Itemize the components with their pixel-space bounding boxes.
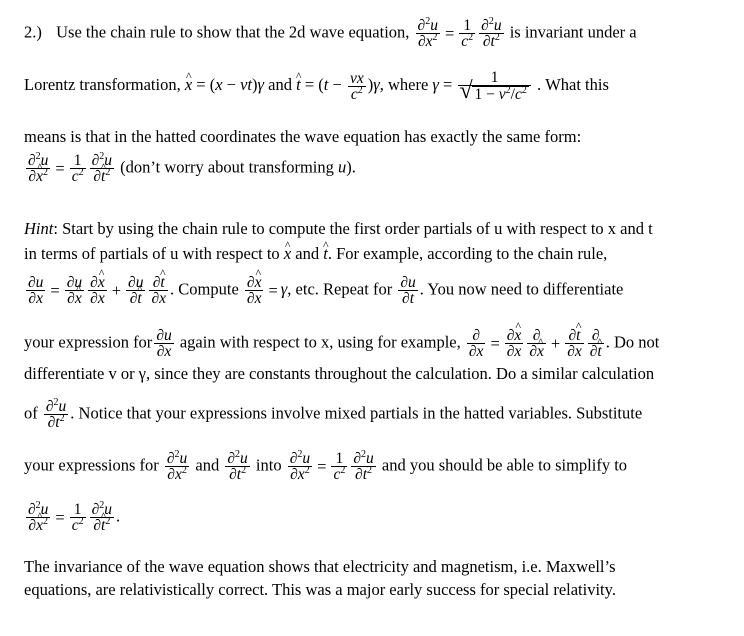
- gamma-fraction: 1 √ $1 - v^2/c^2$: [458, 70, 530, 102]
- problem-line-2: Lorentz transformation, ^ x = (x − vt)γ and ^ t = (t − $\frac{vx}{c^2}$ )γ, where γ = 1 √ $1 - v^2/c^2$ . What this: [24, 70, 609, 102]
- one-over-c2-fraction: $\frac{1}{c^2}$: [71, 501, 84, 534]
- hint-label: Hint: [24, 219, 54, 238]
- compute-text: . Compute: [170, 279, 239, 299]
- conclusion-line-1: The invariance of the wave equation shows that electricity and magnetism, i.e. Maxwell’s: [24, 557, 616, 576]
- etc-repeat-text: , etc. Repeat for: [287, 279, 393, 299]
- d2u-dx2-fraction: $\frac{\partial^2u}{\partial x^2}$: [289, 448, 311, 483]
- hint-line-7: your expressions for $\frac{\partial^2u}{\partial x^2}$ and $\frac{\partial^2u}{\partial t^2}$ into $\frac{\partial^2u}{\partial x^2}$ = $\frac{1}{c^2}$ $\frac{\partial^2u}{\partial t^2}$ and you should be able to simplify to: [24, 448, 628, 483]
- problem-line-1: 2.) Use the chain rule to show that the 2d wave equation, $\frac{\partial^2u}{\partial x^2}$ = $\frac{1}{c^2}$ $\frac{\partial^2u}{\partial t^2}$ is invariant under a: [24, 15, 637, 50]
- d-dthat-fraction: $\frac{\partial}{\partial\^{} t}$: [588, 328, 604, 359]
- u-variable: u: [338, 157, 347, 177]
- hint-line-6: [24, 396, 643, 431]
- d2u-dt2-fraction: $\frac{\partial^2u}{\partial t^2}$: [45, 396, 67, 431]
- notice-text: . Notice that your expressions involve mixed partials in the hatted variables. Substitute: [70, 403, 643, 423]
- du-dthat-fraction: $\frac{\partial u}{\partial\^{} t}$: [126, 275, 145, 306]
- your-expressions-text: your expressions for: [24, 455, 159, 475]
- do-not-text: . Do not: [605, 332, 660, 352]
- problem-line-3: [24, 127, 581, 147]
- problem-line-4: $\frac{\partial^2u}{\partial\^{} x^2}$ = $\frac{1}{c^2}$ $\frac{\partial^2u}{\partial\^{} t^2}$ (don’t worry about transforming u).: [24, 153, 356, 184]
- after-equation-text: is invariant under a: [509, 22, 637, 42]
- problem-number: 2.): [24, 22, 42, 42]
- d2u-dxhat2-fraction: $\frac{\partial^2u}{\partial\^{} x^2}$: [26, 153, 50, 184]
- into-text: into: [255, 455, 282, 475]
- du-dx-fraction: $\frac{\partial u}{\partial x}$: [28, 274, 44, 307]
- hint-line-2b: and: [295, 244, 320, 263]
- d2u-dx2-fraction: $\frac{\partial^2u}{\partial x^2}$: [166, 448, 188, 483]
- of-text: of: [24, 403, 38, 423]
- dthat-dx-fraction: $\frac{\partial\^{} t}{\partial x}$: [565, 328, 584, 359]
- one-over-c2-fraction: $\frac{1}{c^2}$: [71, 152, 84, 185]
- conclusion-line-2: equations, are relativistically correct. This was a major early success for special relativity.: [24, 580, 616, 599]
- dxhat-dx-fraction: $\frac{\partial\^{} x}{\partial x}$: [245, 275, 264, 306]
- simplify-text: and you should be able to simplify to: [381, 455, 628, 475]
- hint-line-2c: . For example, according to the chain rule,: [327, 244, 608, 263]
- du-dx-fraction: $\frac{\partial u}{\partial x}$: [156, 327, 172, 360]
- hint-line-8: $\frac{\partial^2u}{\partial\^{} x^2}$ = $\frac{1}{c^2}$ $\frac{\partial^2u}{\partial\^{} t^2}$ .: [24, 502, 120, 533]
- means-text: means is that in the hatted coordinates the wave equation has exactly the same form:: [24, 127, 582, 146]
- and-text-2: and: [195, 455, 220, 475]
- d-dxhat-fraction: $\frac{\partial}{\partial\^{} x}$: [527, 328, 546, 359]
- and-text: and: [268, 75, 292, 94]
- one-over-c2-fraction: $\frac{1}{c^2}$: [461, 17, 474, 50]
- hint-line-1-text: Start by using the chain rule to compute the first order partials of u with respect to x and t: [62, 219, 653, 238]
- you-now-text: . You now need to differentiate: [419, 279, 624, 299]
- d-dx-fraction: $\frac{\partial}{\partial x}$: [468, 327, 484, 360]
- vx-over-c2-fraction: $\frac{vx}{c^2}$: [349, 69, 364, 103]
- dxhat-dx-fraction: $\frac{\partial\^{} x}{\partial x}$: [505, 328, 524, 359]
- hint-line-4: your expression for $\frac{\partial u}{\partial x}$ again with respect to x, using for example, $\frac{\partial}{\partial x}$ = $\frac{\partial\^{} x}{\partial x}$ $\frac{\partial}{\partial\^{} x}$ + $\frac{\partial\^{} t}{\partial x}$ $\frac{\partial}{\partial\^{} t}$ . Do not: [24, 328, 659, 359]
- d2u-dt2-fraction: $\frac{\partial^2u}{\partial t^2}$: [227, 448, 248, 483]
- your-expression-text: your expression for: [24, 332, 153, 352]
- d2u-dt2-fraction: $\frac{\partial^2u}{\partial t^2}$: [353, 448, 374, 483]
- du-dt-fraction: $\frac{\partial u}{\partial t}$: [400, 274, 416, 307]
- hint-line-3: $\frac{\partial u}{\partial x}$ = $\frac{\partial u}{\partial\^{} x}$ $\frac{\partial\^{} x}{\partial x}$ + $\frac{\partial u}{\partial\^{} t}$ $\frac{\partial\^{} t}{\partial x}$ . Compute $\frac{\partial\^{} x}{\partial x}$ = γ, etc. Repeat for $\frac{\partial u}{\partial t}$ . You now need to differentiate: [24, 275, 623, 306]
- d2u-dthat2-fraction: $\frac{\partial^2u}{\partial\^{} t^2}$: [90, 502, 114, 533]
- close-paren-text: ).: [346, 157, 356, 177]
- d2u-dt2-fraction: $\frac{\partial^2u}{\partial t^2}$: [481, 15, 502, 50]
- differentiate-text: differentiate v or γ, since they are constants throughout the calculation. Do a similar calculation: [24, 364, 655, 383]
- hint-line-1: Hint: Start by using the chain rule to compute the first order partials of u with respect to x and t: [24, 219, 653, 238]
- again-text: again with respect to x, using for example,: [179, 332, 461, 352]
- problem-intro: Use the chain rule to show that the 2d wave equation,: [56, 22, 410, 42]
- d2u-dxhat2-fraction: $\frac{\partial^2u}{\partial\^{} x^2}$: [26, 502, 50, 533]
- lorentz-text: Lorentz transformation,: [24, 75, 181, 94]
- dont-worry-text: (don’t worry about transforming: [120, 157, 334, 177]
- d2u-dthat2-fraction: $\frac{\partial^2u}{\partial\^{} t^2}$: [90, 153, 114, 184]
- one-over-c2-fraction: $\frac{1}{c^2}$: [333, 450, 346, 483]
- hint-line-2a: in terms of partials of u with respect to: [24, 244, 280, 263]
- hint-line-2: in terms of partials of u with respect to ^ x and ^ t. For example, according to the chain rule,: [24, 244, 607, 264]
- hint-line-5: [24, 364, 654, 384]
- dxhat-dx-fraction: $\frac{\partial\^{} x}{\partial x}$: [88, 275, 107, 306]
- du-dxhat-fraction: $\frac{\partial u}{\partial\^{} x}$: [65, 275, 84, 306]
- what-this-text: . What this: [536, 75, 609, 94]
- d2u-dx2-fraction: $\frac{\partial^2u}{\partial x^2}$: [417, 15, 438, 50]
- dthat-dx-fraction: $\frac{\partial\^{} t}{\partial x}$: [149, 275, 168, 306]
- where-text: , where: [379, 75, 429, 94]
